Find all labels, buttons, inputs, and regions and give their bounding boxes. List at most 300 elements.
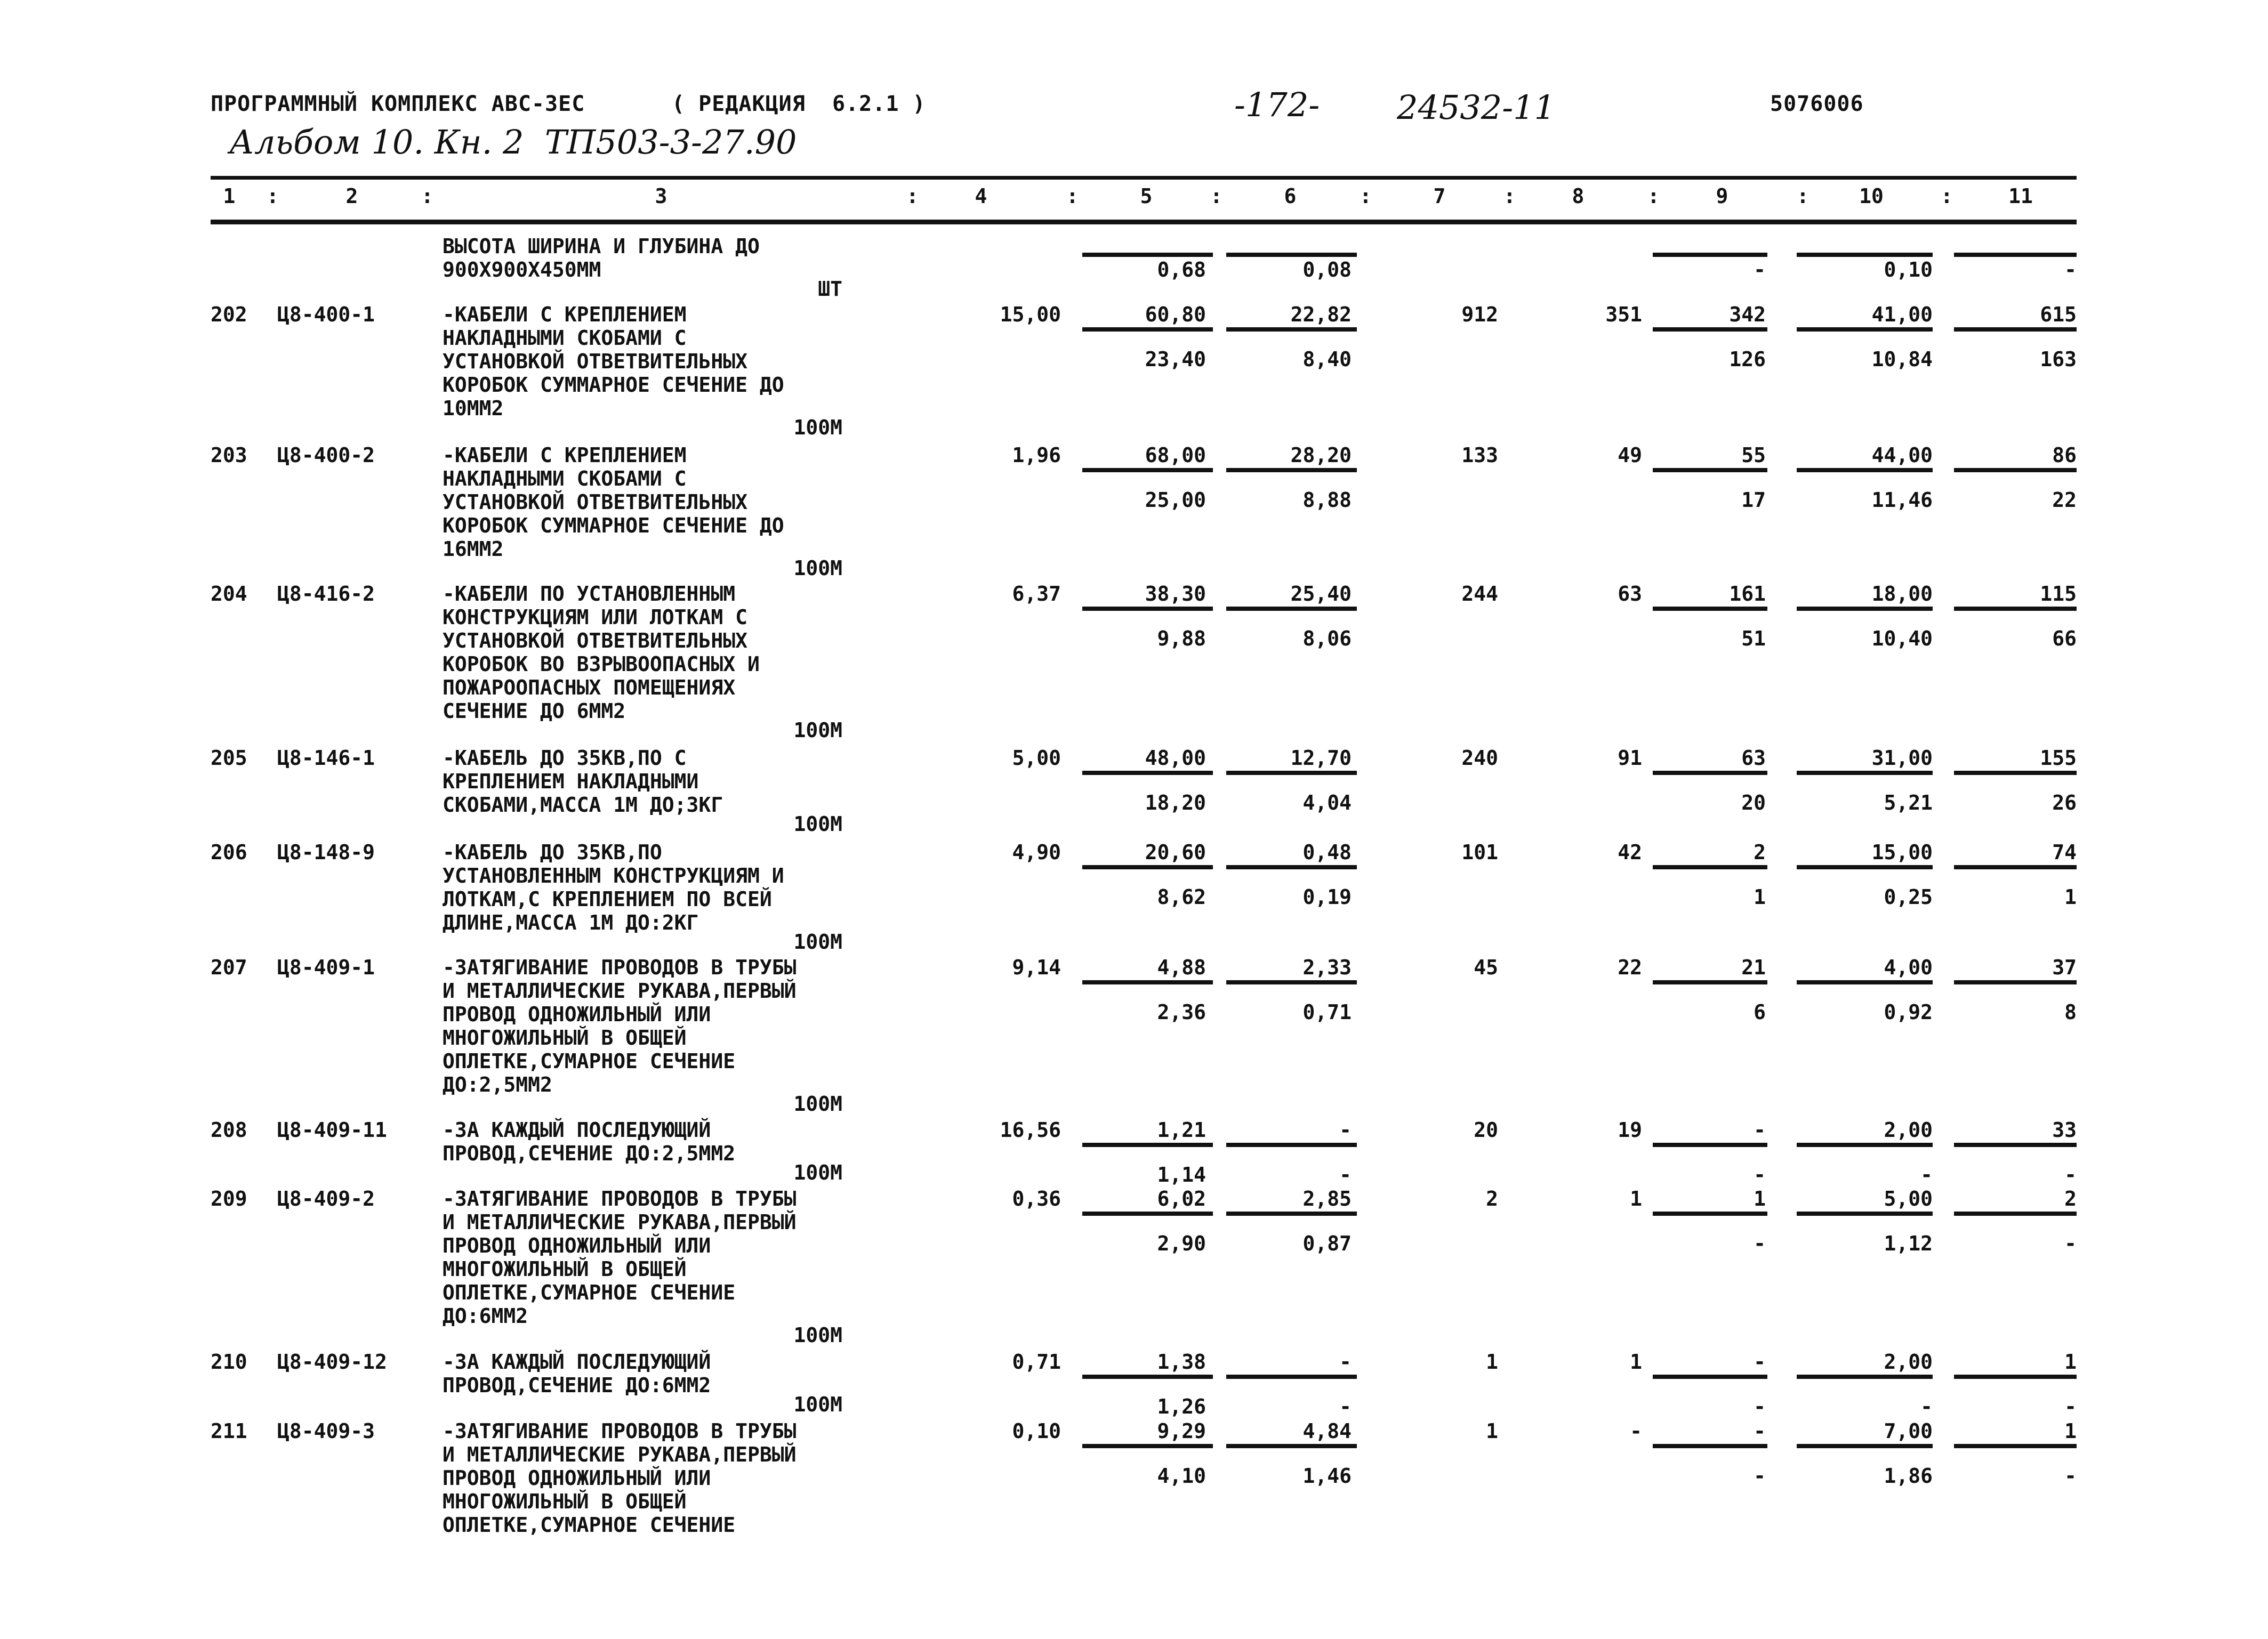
table-row [0,235,2268,301]
column-8-value: 63 [1618,582,1642,605]
description-line: МНОГОЖИЛЬНЫЙ В ОБЩЕЙ [443,1026,687,1049]
c10-bottom-value: 5,21 [1884,791,1933,814]
c9-bottom-value: 51 [1741,627,1766,650]
unit-of-measure: 100М [793,812,842,836]
c9-fraction-bar [1653,468,1767,472]
column-7-value: 1 [1486,1350,1498,1374]
c5-fraction-bar [1082,1212,1213,1216]
header-bottom-rule [211,220,2077,224]
c5-bottom-value: 25,00 [1145,488,1206,512]
description-line: ОПЛЕТКЕ,СУМАРНОЕ СЕЧЕНИЕ [443,1513,736,1537]
c9-bottom-value: 20 [1741,791,1766,814]
c6-fraction-bar [1226,980,1357,984]
description-line: -ЗА КАЖДЫЙ ПОСЛЕДУЮЩИЙ [443,1118,711,1142]
column-number: 8 [1572,184,1585,208]
c5-fraction-bar [1082,253,1213,257]
c11-bottom-value: 26 [2052,791,2077,814]
c9-fraction-bar [1653,980,1767,984]
c11-fraction-bar [1954,607,2077,611]
column-8-value: 49 [1618,443,1642,467]
c10-fraction-bar [1797,980,1933,984]
c5-bottom-value: 1,26 [1157,1395,1206,1418]
description-line: -КАБЕЛИ С КРЕПЛЕНИЕМ [443,303,687,326]
c10-fraction-bar [1797,1375,1933,1379]
c9-fraction-bar [1653,1375,1767,1379]
c11-top-value: 615 [2040,303,2077,326]
c6-fraction-bar [1226,253,1357,257]
c5-fraction-bar [1082,1143,1213,1147]
c5-fraction-bar [1082,771,1213,775]
c11-fraction-bar [1954,1212,2077,1216]
column-8-value: 1 [1630,1350,1642,1374]
c5-top-value: 48,00 [1145,746,1206,770]
c11-fraction-bar [1954,253,2077,257]
c10-top-value: 15,00 [1871,841,1933,864]
c11-bottom-value: - [2064,1395,2077,1418]
c10-fraction-bar [1797,1444,1933,1448]
description-line: ПРОВОД,СЕЧЕНИЕ ДО:2,5ММ2 [443,1142,736,1165]
c9-top-value: 63 [1741,746,1766,770]
c5-top-value: 1,21 [1157,1118,1206,1142]
item-number: 208 [211,1118,247,1142]
c10-top-value: 0,10 [1884,258,1933,281]
c10-bottom-value: 0,92 [1884,1000,1933,1024]
c6-bottom-value: 0,71 [1302,1000,1352,1024]
c9-bottom-value: - [1754,1464,1766,1488]
table-row [0,841,2268,954]
column-number: 11 [2008,184,2033,208]
c5-fraction-bar [1082,468,1213,472]
item-number: 204 [211,582,247,605]
rate-code: Ц8-148-9 [277,841,375,864]
c9-fraction-bar [1653,1143,1767,1147]
c10-top-value: 18,00 [1871,582,1933,605]
c10-bottom-value: 0,25 [1884,885,1933,909]
c9-bottom-value: 17 [1741,488,1766,512]
description-line: МНОГОЖИЛЬНЫЙ В ОБЩЕЙ [443,1257,687,1281]
rate-code: Ц8-409-12 [277,1350,387,1374]
rate-code: Ц8-409-2 [277,1187,375,1210]
c6-top-value: 12,70 [1290,746,1352,770]
table-row [0,303,2268,439]
quantity-value: 16,56 [1000,1118,1061,1142]
description-line: -ЗАТЯГИВАНИЕ ПРОВОДОВ В ТРУБЫ [443,1187,797,1210]
c5-top-value: 0,68 [1157,258,1206,281]
c6-top-value: - [1339,1350,1352,1374]
c11-fraction-bar [1954,1143,2077,1147]
c9-top-value: - [1754,258,1766,281]
rate-code: Ц8-409-1 [277,956,375,979]
description-line: ПРОВОД,СЕЧЕНИЕ ДО:6ММ2 [443,1374,711,1397]
description-line: УСТАНОВКОЙ ОТВЕТВИТЕЛЬНЫХ [443,629,747,652]
c5-top-value: 38,30 [1145,582,1206,605]
c10-bottom-value: 1,12 [1884,1232,1933,1255]
c6-fraction-bar [1226,1143,1357,1147]
c5-bottom-value: 18,20 [1145,791,1206,814]
table-row [0,443,2268,580]
column-number: 3 [655,184,667,208]
quantity-value: 9,14 [1012,956,1061,979]
unit-of-measure: 100М [793,1092,842,1116]
c5-fraction-bar [1082,980,1213,984]
description-line: И МЕТАЛЛИЧЕСКИЕ РУКАВА,ПЕРВЫЙ [443,979,797,1003]
item-number: 205 [211,746,247,770]
table-row [0,746,2268,836]
description-line: ЛОТКАМ,С КРЕПЛЕНИЕМ ПО ВСЕЙ [443,887,772,911]
column-7-value: 912 [1461,303,1498,326]
unit-of-measure: 100М [793,718,842,742]
column-separator: : [1647,184,1660,208]
c11-top-value: 155 [2040,746,2077,770]
c9-fraction-bar [1653,865,1767,869]
c6-top-value: 22,82 [1290,303,1352,326]
description-line: УСТАНОВКОЙ ОТВЕТВИТЕЛЬНЫХ [443,350,747,373]
description-line: ПРОВОД ОДНОЖИЛЬНЫЙ ИЛИ [443,1003,711,1026]
column-7-value: 2 [1486,1187,1498,1210]
c10-top-value: 44,00 [1871,443,1933,467]
c6-fraction-bar [1226,1212,1357,1216]
rate-code: Ц8-400-2 [277,443,375,467]
unit-of-measure: 100М [793,1323,842,1347]
column-7-value: 101 [1461,841,1498,864]
c5-bottom-value: 4,10 [1157,1464,1206,1488]
column-8-value: 351 [1605,303,1642,326]
description-line: СЕЧЕНИЕ ДО 6ММ2 [443,699,626,723]
c9-bottom-value: 6 [1754,1000,1766,1024]
description-line: КОРОБОК СУММАРНОЕ СЕЧЕНИЕ ДО [443,373,784,397]
c5-fraction-bar [1082,865,1213,869]
description-line: ДО:2,5ММ2 [443,1073,552,1096]
c5-bottom-value: 2,36 [1157,1000,1206,1024]
c6-fraction-bar [1226,865,1357,869]
description-line: -ЗАТЯГИВАНИЕ ПРОВОДОВ В ТРУБЫ [443,956,797,979]
rate-code: Ц8-400-1 [277,303,375,326]
program-title: ПРОГРАММНЫЙ КОМПЛЕКС АВС-ЗЕС [211,92,585,116]
column-separator: : [1941,184,1953,208]
c11-top-value: - [2064,258,2077,281]
description-line: НАКЛАДНЫМИ СКОБАМИ С [443,467,687,490]
c10-fraction-bar [1797,607,1933,611]
c6-fraction-bar [1226,468,1357,472]
column-separator: : [906,184,919,208]
c11-fraction-bar [1954,771,2077,775]
item-number: 202 [211,303,247,326]
c5-bottom-value: 1,14 [1157,1163,1206,1186]
description-line: -ЗА КАЖДЫЙ ПОСЛЕДУЮЩИЙ [443,1350,711,1374]
c9-bottom-value: - [1754,1232,1766,1255]
description-line: -КАБЕЛИ С КРЕПЛЕНИЕМ [443,443,687,467]
column-8-value: 42 [1618,841,1642,864]
c5-top-value: 4,88 [1157,956,1206,979]
table-row [0,956,2268,1116]
table-row [0,1419,2268,1537]
quantity-value: 0,36 [1012,1187,1061,1210]
c9-fraction-bar [1653,607,1767,611]
column-number: 5 [1140,184,1153,208]
c10-top-value: 41,00 [1871,303,1933,326]
unit-of-measure: 100М [793,416,842,439]
c10-fraction-bar [1797,327,1933,332]
c11-top-value: 33 [2052,1118,2077,1142]
c6-top-value: 28,20 [1290,443,1352,467]
description-line: И МЕТАЛЛИЧЕСКИЕ РУКАВА,ПЕРВЫЙ [443,1210,797,1234]
description-line: КРЕПЛЕНИЕМ НАКЛАДНЫМИ [443,770,699,793]
rate-code: Ц8-416-2 [277,582,375,605]
c11-bottom-value: 8 [2064,1000,2077,1024]
c9-fraction-bar [1653,771,1767,775]
description-line: КОРОБОК ВО ВЗРЫВООПАСНЫХ И [443,652,760,676]
column-separator: : [1066,184,1079,208]
c10-fraction-bar [1797,1143,1933,1147]
c11-top-value: 37 [2052,956,2077,979]
description-line: СКОБАМИ,МАССА 1М ДО;3КГ [443,793,723,817]
c5-top-value: 60,80 [1145,303,1206,326]
column-7-value: 240 [1461,746,1498,770]
c10-fraction-bar [1797,865,1933,869]
document-code: 24532-11 [1397,88,1556,127]
column-7-value: 45 [1474,956,1498,979]
column-number: 6 [1284,184,1297,208]
c6-top-value: - [1339,1118,1352,1142]
rate-code: Ц8-409-3 [277,1419,375,1443]
c9-fraction-bar [1653,1444,1767,1448]
c10-top-value: 5,00 [1884,1187,1933,1210]
c9-top-value: 2 [1754,841,1766,864]
c11-bottom-value: 66 [2052,627,2077,650]
c9-bottom-value: 126 [1729,348,1766,371]
c6-fraction-bar [1226,327,1357,332]
item-number: 210 [211,1350,247,1374]
description-line: ДЛИНЕ,МАССА 1М ДО:2КГ [443,911,699,934]
description-line: 16ММ2 [443,537,504,561]
description-line: УСТАНОВКОЙ ОТВЕТВИТЕЛЬНЫХ [443,490,747,514]
unit-of-measure: 100М [793,556,842,580]
c5-fraction-bar [1082,607,1213,611]
c6-fraction-bar [1226,771,1357,775]
rate-code: Ц8-409-11 [277,1118,387,1142]
column-separator: : [1797,184,1809,208]
c5-top-value: 1,38 [1157,1350,1206,1374]
c9-bottom-value: 1 [1754,885,1766,909]
c6-bottom-value: - [1339,1163,1352,1186]
item-number: 203 [211,443,247,467]
description-line: -КАБЕЛЬ ДО 35КВ,ПО С [443,746,687,770]
c5-bottom-value: 9,88 [1157,627,1206,650]
unit-of-measure: 100М [793,930,842,954]
c11-top-value: 86 [2052,443,2077,467]
c10-bottom-value: 10,84 [1871,348,1933,371]
quantity-value: 0,10 [1012,1419,1061,1443]
c10-bottom-value: - [1920,1163,1933,1186]
column-number: 1 [223,184,236,208]
c5-bottom-value: 2,90 [1157,1232,1206,1255]
quantity-value: 5,00 [1012,746,1061,770]
column-8-value: 22 [1618,956,1642,979]
c11-fraction-bar [1954,1444,2077,1448]
c9-top-value: 55 [1741,443,1766,467]
c10-top-value: 31,00 [1871,746,1933,770]
c6-bottom-value: 0,19 [1302,885,1352,909]
column-8-value: 19 [1618,1118,1642,1142]
column-separator: : [421,184,433,208]
c9-top-value: - [1754,1350,1766,1374]
description-line: ПРОВОД ОДНОЖИЛЬНЫЙ ИЛИ [443,1234,711,1257]
c11-fraction-bar [1954,468,2077,472]
page-number: -172- [1234,85,1320,124]
c6-bottom-value: 8,88 [1302,488,1352,512]
edition-label: ( РЕДАКЦИЯ 6.2.1 ) [672,92,926,116]
c6-top-value: 2,33 [1302,956,1352,979]
c9-bottom-value: - [1754,1395,1766,1418]
item-number: 207 [211,956,247,979]
description-line: КОРОБОК СУММАРНОЕ СЕЧЕНИЕ ДО [443,514,784,537]
column-number: 9 [1716,184,1728,208]
column-separator: : [1503,184,1516,208]
c11-bottom-value: - [2064,1464,2077,1488]
quantity-value: 1,96 [1012,443,1061,467]
quantity-value: 4,90 [1012,841,1061,864]
c6-bottom-value: 1,46 [1302,1464,1352,1488]
c11-top-value: 1 [2064,1350,2077,1374]
column-separator: : [267,184,279,208]
c9-top-value: - [1754,1118,1766,1142]
c9-bottom-value: - [1754,1163,1766,1186]
description-line: КОНСТРУКЦИЯМ ИЛИ ЛОТКАМ С [443,605,747,629]
table-row [0,1118,2268,1186]
c6-top-value: 0,08 [1302,258,1352,281]
c5-bottom-value: 8,62 [1157,885,1206,909]
description-line: ДО:6ММ2 [443,1304,528,1328]
c10-top-value: 4,00 [1884,956,1933,979]
description-line: МНОГОЖИЛЬНЫЙ В ОБЩЕЙ [443,1490,687,1513]
c10-fraction-bar [1797,1212,1933,1216]
c6-bottom-value: 4,04 [1302,791,1352,814]
description-line: УСТАНОВЛЕННЫМ КОНСТРУКЦИЯМ И [443,864,784,887]
c6-top-value: 25,40 [1290,582,1352,605]
c10-top-value: 7,00 [1884,1419,1933,1443]
description-line: И МЕТАЛЛИЧЕСКИЕ РУКАВА,ПЕРВЫЙ [443,1443,797,1466]
c6-bottom-value: 8,40 [1302,348,1352,371]
c11-fraction-bar [1954,865,2077,869]
c11-top-value: 115 [2040,582,2077,605]
c10-fraction-bar [1797,253,1933,257]
column-8-value: 91 [1618,746,1642,770]
c5-top-value: 20,60 [1145,841,1206,864]
c6-fraction-bar [1226,607,1357,611]
c10-bottom-value: 11,46 [1871,488,1933,512]
c11-fraction-bar [1954,1375,2077,1379]
c10-top-value: 2,00 [1884,1118,1933,1142]
column-7-value: 244 [1461,582,1498,605]
unit-of-measure: 100М [793,1161,842,1184]
rate-code: Ц8-146-1 [277,746,375,770]
c9-top-value: 1 [1754,1187,1766,1210]
c9-fraction-bar [1653,1212,1767,1216]
document-number: 5076006 [1770,92,1864,116]
c11-bottom-value: 163 [2040,348,2077,371]
item-number: 211 [211,1419,247,1443]
c9-top-value: 21 [1741,956,1766,979]
quantity-value: 15,00 [1000,303,1061,326]
description-line: -ЗАТЯГИВАНИЕ ПРОВОДОВ В ТРУБЫ [443,1419,797,1443]
table-row [0,1187,2268,1347]
c9-top-value: - [1754,1419,1766,1443]
table-row [0,582,2268,742]
c5-bottom-value: 23,40 [1145,348,1206,371]
c6-top-value: 2,85 [1302,1187,1352,1210]
c5-top-value: 6,02 [1157,1187,1206,1210]
header-top-rule [211,176,2077,180]
column-7-value: 20 [1474,1118,1498,1142]
description-line: -КАБЕЛИ ПО УСТАНОВЛЕННЫМ [443,582,736,605]
item-number: 206 [211,841,247,864]
c11-bottom-value: - [2064,1163,2077,1186]
c9-fraction-bar [1653,327,1767,332]
column-7-value: 133 [1461,443,1498,467]
album-annotation: Альбом 10. Кн. 2 ТП503-3-27.90 [229,123,797,162]
description-line: 10ММ2 [443,397,504,420]
c11-top-value: 74 [2052,841,2077,864]
column-separator: : [1360,184,1372,208]
c11-bottom-value: 1 [2064,885,2077,909]
quantity-value: 0,71 [1012,1350,1061,1374]
c6-bottom-value: 8,06 [1302,627,1352,650]
description-line: 900Х900Х450ММ [443,258,601,281]
description-line: -КАБЕЛЬ ДО 35КВ,ПО [443,841,662,864]
c9-fraction-bar [1653,253,1767,257]
c5-fraction-bar [1082,1375,1213,1379]
c10-top-value: 2,00 [1884,1350,1933,1374]
column-8-value: - [1630,1419,1642,1443]
unit-of-measure: 100М [793,1393,842,1416]
c11-bottom-value: 22 [2052,488,2077,512]
c10-fraction-bar [1797,771,1933,775]
c5-fraction-bar [1082,1444,1213,1448]
c9-top-value: 161 [1729,582,1766,605]
item-number: 209 [211,1187,247,1210]
unit-of-measure: ШТ [818,277,842,301]
column-8-value: 1 [1630,1187,1642,1210]
c6-bottom-value: 0,87 [1302,1232,1352,1255]
c5-top-value: 9,29 [1157,1419,1206,1443]
c10-fraction-bar [1797,468,1933,472]
c10-bottom-value: 10,40 [1871,627,1933,650]
description-line: НАКЛАДНЫМИ СКОБАМИ С [443,326,687,350]
description-line: ВЫСОТА ШИРИНА И ГЛУБИНА ДО [443,235,760,258]
column-number: 4 [975,184,987,208]
column-number: 2 [345,184,358,208]
description-line: ПОЖАРООПАСНЫХ ПОМЕЩЕНИЯХ [443,676,736,699]
c10-bottom-value: - [1920,1395,1933,1418]
c5-fraction-bar [1082,327,1213,332]
c5-top-value: 68,00 [1145,443,1206,467]
table-row [0,1350,2268,1418]
c11-top-value: 1 [2064,1419,2077,1443]
c6-top-value: 0,48 [1302,841,1352,864]
c11-fraction-bar [1954,327,2077,332]
column-7-value: 1 [1486,1419,1498,1443]
c9-top-value: 342 [1729,303,1766,326]
c6-fraction-bar [1226,1375,1357,1379]
column-number: 7 [1433,184,1446,208]
c11-fraction-bar [1954,980,2077,984]
c6-top-value: 4,84 [1302,1419,1352,1443]
description-line: ОПЛЕТКЕ,СУМАРНОЕ СЕЧЕНИЕ [443,1049,736,1073]
c10-bottom-value: 1,86 [1884,1464,1933,1488]
c11-top-value: 2 [2064,1187,2077,1210]
quantity-value: 6,37 [1012,582,1061,605]
description-line: ОПЛЕТКЕ,СУМАРНОЕ СЕЧЕНИЕ [443,1281,736,1304]
